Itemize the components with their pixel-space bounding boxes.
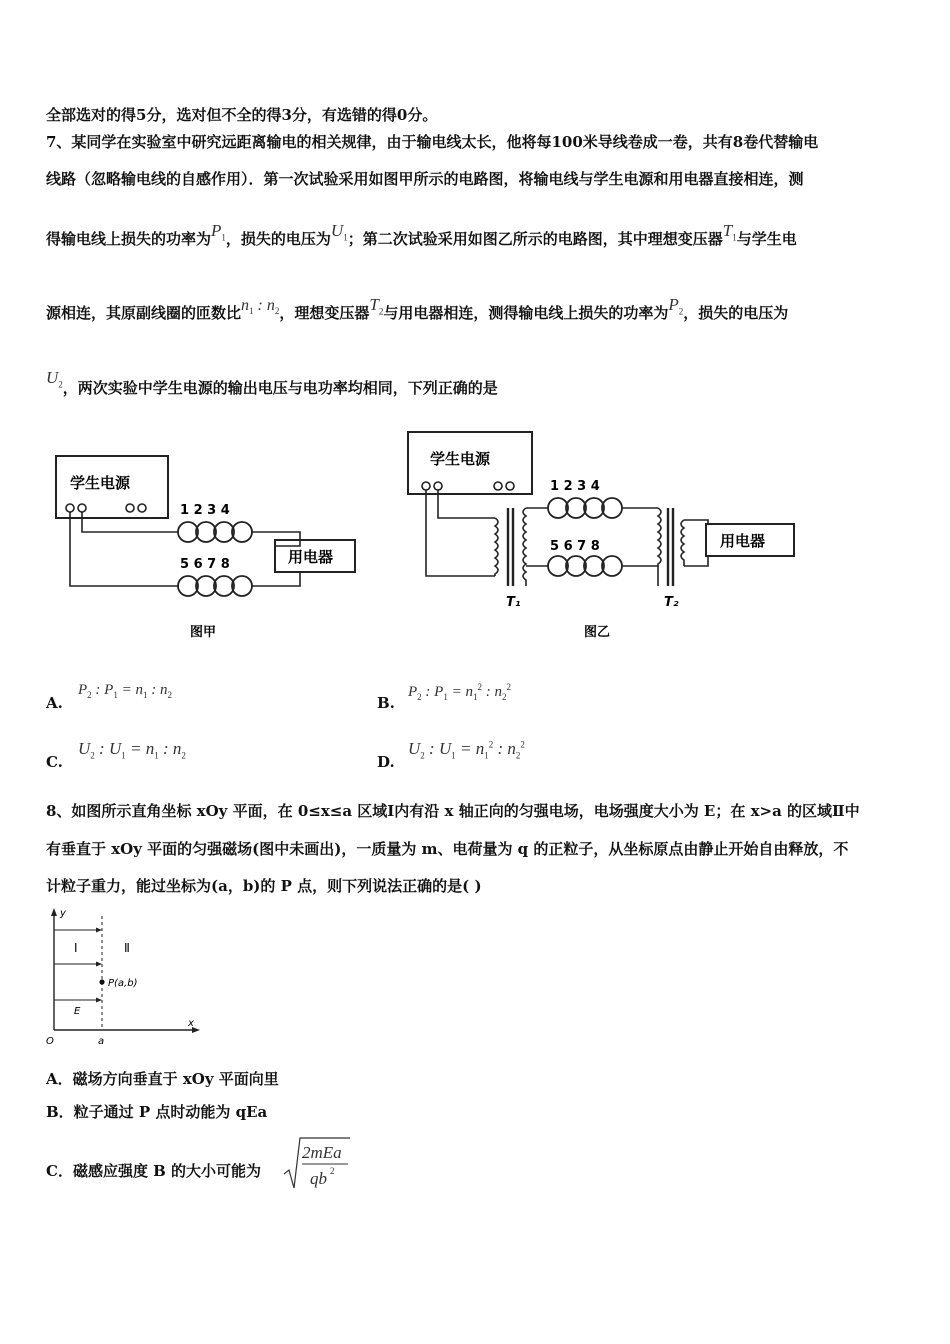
q7-option-a-letter: A.	[46, 694, 63, 712]
q7-line-3b: ，损失的电压为	[225, 230, 331, 248]
q7-option-d-formula: $U_2$ : $U_1 = n_1^2$ : $n_2^2$	[408, 739, 525, 761]
fig-a-coil-bottom	[178, 576, 252, 596]
q7-line-5-text: ，两次实验中学生电源的输出电压与电功率均相同，下列正确的是	[62, 379, 498, 397]
math-p1: $P_1$	[211, 221, 226, 243]
q7-line-3c: ；第二次试验采用如图乙所示的电路图，其中理想变压器	[347, 230, 723, 248]
q8-fig-origin-label: O	[46, 1036, 54, 1047]
q7-line-4b: ，理想变压器	[279, 304, 370, 322]
fig-b-coil-top-label: 1 2 3 4	[550, 479, 600, 494]
fig-b-transformer-t1	[495, 508, 526, 586]
svg-text:2: 2	[330, 1166, 335, 1176]
fig-a-box-label: 学生电源	[70, 474, 131, 492]
q7-option-c-formula: $U_2$ : $U_1 = n_1$ : $n_2$	[78, 739, 186, 761]
q7-line-4d: ，损失的电压为	[683, 304, 789, 322]
fig-b-t1-label: T₁	[506, 595, 521, 610]
q8-fig-region-1: Ⅰ	[74, 941, 78, 955]
q7-line-4a: 源相连，其原副线圈的匝数比	[46, 304, 242, 322]
q7-line-1: 7、某同学在实验室中研究远距离输电的相关规律，由于输电线太长，他将每100米导线卷成一卷，共有8卷代替输电	[46, 133, 819, 151]
q8-fig-region-2: Ⅱ	[124, 941, 130, 955]
q8-line-2: 有垂直于 xOy 平面的匀强磁场(图中未画出)，一质量为 m、电荷量为 q 的正粒子，从坐标原点由静止开始自由释放，不	[46, 840, 849, 858]
svg-text:2mEa: 2mEa	[302, 1143, 342, 1162]
q7-line-5	[46, 368, 498, 399]
q7-line-3d: 与学生电	[736, 230, 797, 248]
math-p2: $P_2$	[668, 295, 684, 317]
math-n1n2: $n_1$ : $n_2$	[241, 297, 280, 317]
fig-a-coil-top	[178, 522, 252, 542]
q8-option-b: B．粒子通过 P 点时动能为 qEa	[46, 1103, 268, 1121]
fig-b-transformer-t2	[658, 508, 684, 586]
q7-option-a-formula: $P_2$ : $P_1 = n_1$ : $n_2$	[78, 682, 172, 700]
q8-line-3: 计粒子重力，能过坐标为(a，b)的 P 点，则下列说法正确的是( )	[46, 877, 482, 895]
math-t1: $T_1$	[722, 221, 737, 243]
fig-b-coil-bottom	[548, 556, 622, 576]
q8-fig-y-label: y	[60, 908, 66, 919]
fig-b-caption: 图乙	[584, 625, 611, 640]
math-u1: $U_1$	[330, 221, 348, 243]
fig-b-t2-label: T₂	[664, 595, 679, 610]
q7-line-2: 线路（忽略输电线的自感作用）．第一次试验采用如图甲所示的电路图，将输电线与学生电源和用电器直接相连，测	[46, 170, 804, 188]
svg-text:qb: qb	[310, 1169, 327, 1188]
fig-b-coil-top	[548, 498, 622, 518]
fig-a-coil-bottom-label: 5 6 7 8	[180, 557, 230, 572]
q7-line-3	[46, 221, 797, 250]
fig-a-coil-top-label: 1 2 3 4	[180, 503, 230, 518]
q8-option-c-formula	[282, 1134, 352, 1192]
q7-line-3a: 得输电线上损失的功率为	[46, 230, 212, 248]
figure-a-circuit	[50, 452, 370, 642]
q8-fig-x-label: x	[188, 1018, 194, 1029]
fig-a-caption: 图甲	[190, 625, 217, 640]
figure-b-circuit	[400, 428, 820, 642]
fig-b-box-label: 学生电源	[430, 450, 491, 468]
q7-option-c-letter: C.	[46, 753, 63, 771]
q8-option-c: C．磁感应强度 B 的大小可能为	[46, 1162, 262, 1180]
figure-q8-coordinates	[40, 904, 210, 1050]
math-u2: $U_2$	[46, 368, 63, 390]
q8-line-1: 8、如图所示直角坐标 xOy 平面，在 0≤x≤a 区域Ⅰ内有沿 x 轴正向的匀强电场，电场强度大小为 E；在 x>a 的区域Ⅱ中	[46, 802, 860, 820]
fig-a-load-label: 用电器	[288, 548, 334, 566]
q7-option-d-letter: D.	[377, 753, 395, 771]
q8-fig-p-label: P(a,b)	[108, 978, 138, 989]
q7-option-b-letter: B.	[377, 694, 395, 712]
q7-line-4c: 与用电器相连，测得输电线上损失的功率为	[383, 304, 669, 322]
q7-line-4	[46, 295, 789, 324]
fig-b-load-label: 用电器	[720, 532, 766, 550]
q8-fig-e-label: E	[74, 1006, 81, 1017]
intro-line: 全部选对的得5分，选对但不全的得3分，有选错的得0分。	[46, 106, 438, 124]
fig-b-coil-bottom-label: 5 6 7 8	[550, 539, 600, 554]
math-t2: $T_2$	[369, 295, 384, 317]
q7-option-b-formula: $P_2$ : $P_1 = n_1^2$ : $n_2^2$	[408, 682, 511, 702]
q8-option-a: A．磁场方向垂直于 xOy 平面向里	[46, 1070, 279, 1088]
q8-fig-a-label: a	[98, 1036, 105, 1047]
